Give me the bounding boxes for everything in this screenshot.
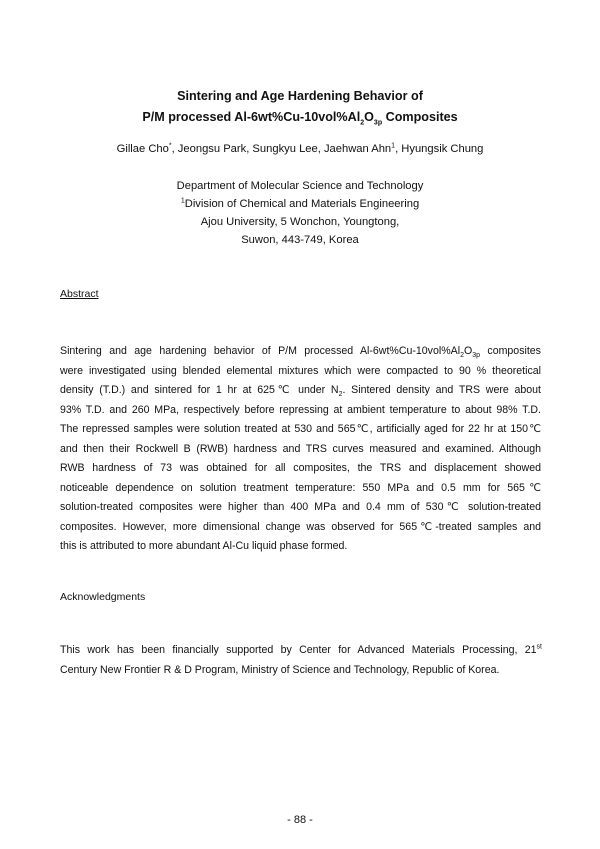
author-mark: * bbox=[168, 142, 172, 150]
abstract-line: and then their Rockwell B (RWB) hardness and TRS curves measured and examined. Although bbox=[60, 442, 541, 455]
affiliation-block bbox=[0, 177, 600, 249]
abstract-line: noticeable dependence on solution treatment temperature: 550 MPa and 0.5 mm for 565℃ bbox=[60, 481, 541, 494]
affiliation-division bbox=[0, 195, 600, 213]
abstract-line: this is attributed to more abundant Al-Cu liquid phase formed. bbox=[60, 540, 348, 552]
affiliation-university: Ajou University, 5 Wonchon, Youngtong, bbox=[200, 216, 400, 228]
author-name: , Hyungsik Chung bbox=[395, 143, 484, 155]
author-list bbox=[0, 142, 600, 156]
abstract-text: density (T.D.) and sintered for 1 hr at 625℃ under N bbox=[60, 384, 339, 396]
abstract-heading: Abstract bbox=[60, 288, 99, 300]
abstract-text: composites bbox=[480, 345, 541, 357]
acknowledgments-line: Century New Frontier R & D Program, Ministry of Science and Technology, Republic of Korea. bbox=[60, 663, 500, 676]
abstract-text: Sintering and age hardening behavior of P/M processed Al-6wt%Cu-10vol%Al bbox=[60, 345, 461, 357]
abstract-subscript: 2 bbox=[460, 352, 464, 360]
title-line-1: Sintering and Age Hardening Behavior of bbox=[177, 89, 423, 103]
acknowledgments-heading: Acknowledgments bbox=[60, 591, 146, 603]
abstract-text: . Sintered density and TRS were about bbox=[342, 384, 541, 396]
affiliation-text: Division of Chemical and Materials Engineering bbox=[184, 198, 420, 210]
title-subscript: 2 bbox=[360, 119, 365, 127]
page-number: - 88 - bbox=[287, 814, 313, 826]
abstract-line bbox=[60, 381, 541, 401]
paper-title bbox=[0, 86, 600, 128]
abstract-line: composites. However, more dimensional change was observed for 565℃-treated samples and bbox=[60, 520, 541, 533]
author-mark: 1 bbox=[391, 142, 396, 150]
abstract-body bbox=[60, 342, 541, 557]
title-subscript: 3p bbox=[373, 119, 383, 127]
abstract-line bbox=[60, 342, 541, 362]
abstract-line: The repressed samples were solution treated at 530 and 565℃, artificially aged for 22 hr at 150℃ bbox=[60, 423, 541, 435]
title-line-2 bbox=[0, 107, 600, 128]
abstract-line: 93% T.D. and 260 MPa, respectively before repressing at ambient temperature to about 98% T.D. bbox=[60, 403, 541, 416]
abstract-line: RWB hardness of 73 was obtained for all composites, the TRS and displacement showed bbox=[60, 462, 541, 474]
abstract-subscript: 2 bbox=[338, 391, 343, 399]
author-name: , Jeongsu Park, Sungkyu Lee, Jaehwan Ahn bbox=[171, 143, 392, 155]
acknowledgments-text: This work has been financially supported by Center for Advanced Materials Processing, 21 bbox=[60, 644, 537, 656]
affiliation-dept: Department of Molecular Science and Technology bbox=[176, 180, 424, 192]
abstract-line: solution-treated composites were higher than 400 MPa and 0.4 mm of 530℃ solution-treated bbox=[60, 501, 541, 513]
acknowledgments-body bbox=[60, 641, 542, 680]
affiliation-mark: 1 bbox=[180, 197, 185, 205]
title-text: Composites bbox=[382, 110, 458, 124]
acknowledgments-line bbox=[60, 641, 542, 661]
affiliation-city: Suwon, 443-749, Korea bbox=[241, 234, 359, 246]
author-name: Gillae Cho bbox=[116, 143, 169, 155]
abstract-text: O bbox=[463, 345, 473, 357]
abstract-line: were investigated using blended elemental mixtures which were compacted to 90 % theoretical bbox=[60, 364, 541, 377]
title-text: O bbox=[364, 110, 374, 124]
acknowledgments-superscript: st bbox=[536, 643, 542, 651]
abstract-subscript: 3p bbox=[472, 352, 481, 360]
title-text: P/M processed Al-6wt%Cu-10vol%Al bbox=[142, 110, 361, 124]
